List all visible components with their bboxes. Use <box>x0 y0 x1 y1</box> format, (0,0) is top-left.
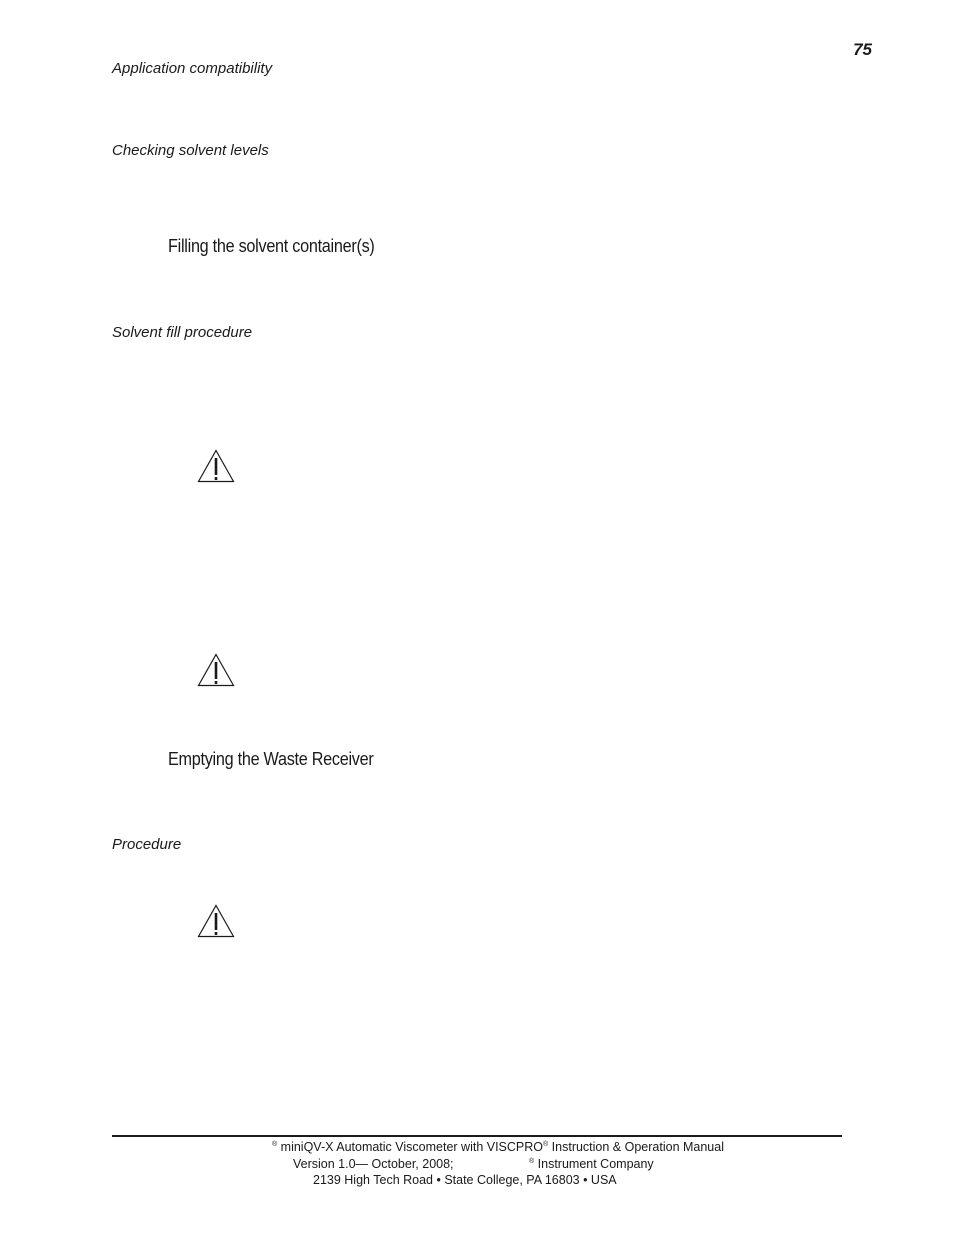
label-procedure: Procedure <box>112 836 182 853</box>
label-checking-solvent-levels: Checking solvent levels <box>112 142 269 159</box>
registered-mark: ® <box>543 1141 549 1148</box>
registered-mark: ® <box>272 1141 278 1148</box>
label-solvent-fill-procedure: Solvent fill procedure <box>112 324 253 341</box>
label-application-compatibility: Application compatibility <box>112 60 273 77</box>
footer-company-name: Instrument Company <box>537 1157 654 1171</box>
footer-manual-type: Instruction & Operation Manual <box>551 1140 724 1154</box>
registered-mark: ® <box>529 1158 535 1165</box>
footer-company <box>529 1157 654 1171</box>
footer-address: 2139 High Tech Road • State College, PA 16803 • USA <box>313 1173 617 1187</box>
warning-triangle-icon <box>197 449 235 483</box>
warning-triangle-icon <box>197 904 235 938</box>
heading-filling-solvent-containers: Filling the solvent container(s) <box>168 236 375 256</box>
page-number: 75 <box>853 40 872 59</box>
footer-product-name: miniQV-X Automatic Viscometer with VISCPRO <box>280 1140 544 1154</box>
footer-divider <box>112 1135 842 1137</box>
footer-line-manual-title <box>272 1140 724 1154</box>
warning-triangle-icon <box>197 653 235 687</box>
footer-version: Version 1.0— October, 2008; <box>293 1157 454 1171</box>
heading-emptying-waste-receiver: Emptying the Waste Receiver <box>168 749 374 769</box>
